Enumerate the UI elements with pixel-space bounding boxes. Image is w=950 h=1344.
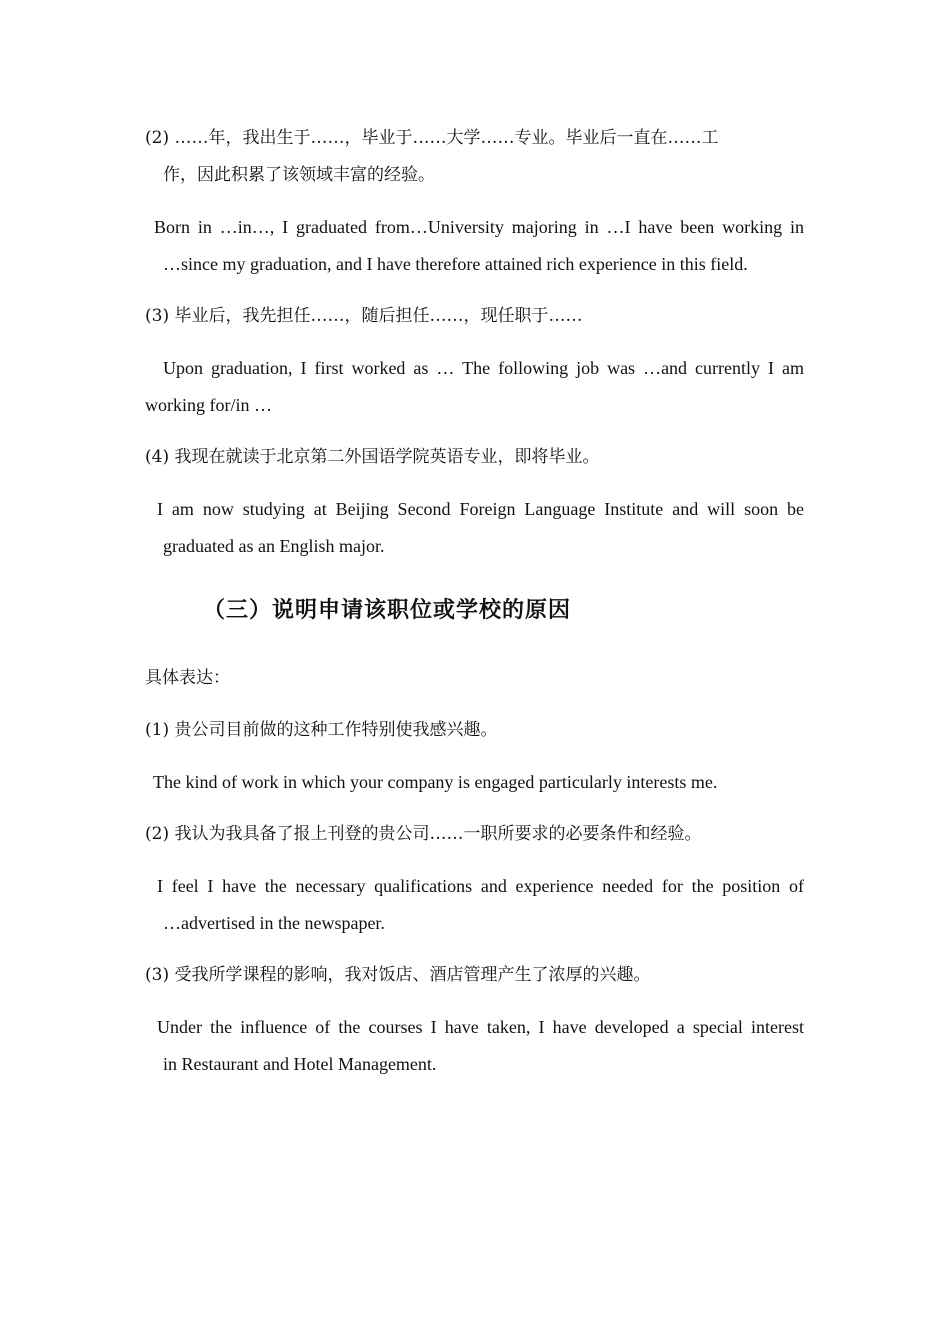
reason1-zh: (1) 贵公司目前做的这种工作特别使我感兴趣。 bbox=[145, 720, 498, 740]
reason2-en-line2: …advertised in the newspaper. bbox=[163, 913, 385, 933]
intro-label: 具体表达： bbox=[145, 668, 230, 688]
reason3-zh: (3) 受我所学课程的影响，我对饭店、酒店管理产生了浓厚的兴趣。 bbox=[145, 965, 651, 985]
reason2-en-line1: I feel I have the necessary qualifications and experience needed for the position of bbox=[157, 876, 804, 896]
item4-en-line2: graduated as an English major. bbox=[163, 536, 385, 556]
item2-en-line2: …since my graduation, and I have therefore attained rich experience in this field. bbox=[163, 254, 748, 274]
reason3-en-line2: in Restaurant and Hotel Management. bbox=[163, 1054, 437, 1074]
reason3-en-line1: Under the influence of the courses I have taken, I have developed a special interest bbox=[157, 1017, 804, 1037]
item2-en-line1: Born in …in…, I graduated from…University majoring in …I have been working in bbox=[154, 217, 804, 237]
section-heading: （三）说明申请该职位或学校的原因 bbox=[203, 598, 572, 623]
reason2-zh: (2) 我认为我具备了报上刊登的贵公司……一职所要求的必要条件和经验。 bbox=[145, 824, 702, 844]
item3-en-line1: Upon graduation, I first worked as … The following job was …and currently I am bbox=[163, 358, 804, 378]
reason1-en: The kind of work in which your company is engaged particularly interests me. bbox=[153, 772, 718, 792]
item4-en-line1: I am now studying at Beijing Second Foreign Language Institute and will soon be bbox=[157, 499, 804, 519]
item4-zh: (4) 我现在就读于北京第二外国语学院英语专业，即将毕业。 bbox=[145, 447, 600, 467]
item2-zh-line2: 作，因此积累了该领域丰富的经验。 bbox=[163, 165, 435, 185]
item3-en-line2: working for/in … bbox=[145, 395, 272, 415]
item3-zh: (3) 毕业后，我先担任……，随后担任……，现任职于…… bbox=[145, 306, 583, 326]
item2-zh-line1: (2) ……年，我出生于……，毕业于……大学……专业。毕业后一直在……工 bbox=[145, 128, 719, 148]
